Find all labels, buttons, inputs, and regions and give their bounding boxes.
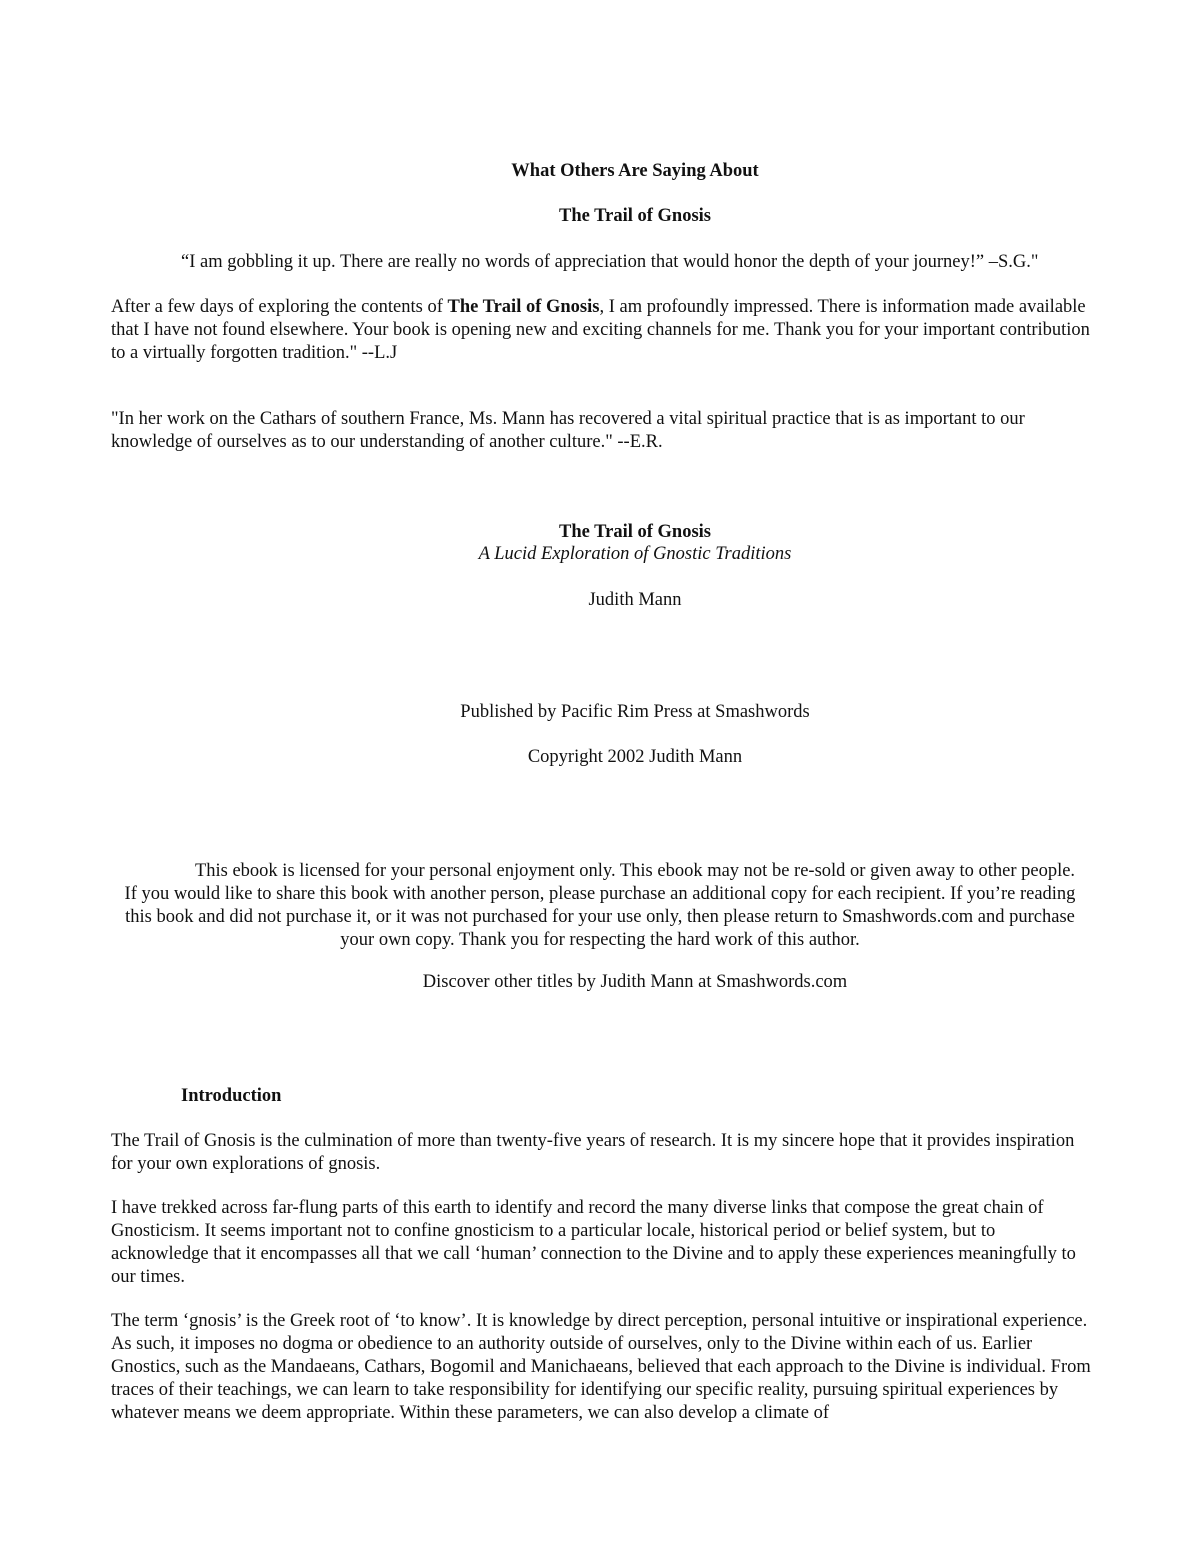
- reviews-heading: What Others Are Saying About: [511, 161, 759, 181]
- review-quote-lj-book-title: The Trail of Gnosis: [447, 297, 600, 317]
- review-quote-lj-pre: After a few days of exploring the contents of: [111, 297, 448, 317]
- publisher-line: Published by Pacific Rim Press at Smashwords: [460, 702, 810, 722]
- introduction-heading: Introduction: [181, 1086, 282, 1106]
- reviews-book-title: The Trail of Gnosis: [559, 206, 711, 226]
- review-quote-er: "In her work on the Cathars of southern France, Ms. Mann has recovered a vital spiritual practice that is as important to our knowledge of ourselves as to our understanding of another culture." --E.R.: [111, 409, 1025, 452]
- intro-paragraph-2: I have trekked across far-flung parts of this earth to identify and record the many diverse links that compose the great chain of Gnosticism. It seems important not to confine gnosticism to a particular locale, historical period or belief system, but to acknowledge that it encompasses all that we call ‘human’ connection to the Divine and to apply these experiences meaningfully to our times.: [111, 1198, 1076, 1287]
- book-author: Judith Mann: [588, 590, 682, 610]
- review-quote-sg: “I am gobbling it up. There are really no words of appreciation that would honor the depth of your journey!” –S.G.": [181, 252, 1039, 272]
- license-notice: This ebook is licensed for your personal enjoyment only. This ebook may not be re-sold or given away to other people. If you would like to share this book with another person, please purchase an additional copy for each recipient. If you’re reading this book and did not purchase it, or it was not purchased for your use only, then please return to Smashwords.com and purchase your own copy. Thank you for respecting the hard work of this author.: [124, 861, 1076, 950]
- discover-titles-line: Discover other titles by Judith Mann at Smashwords.com: [422, 972, 848, 992]
- review-quote-lj: [111, 296, 1096, 365]
- book-subtitle: A Lucid Exploration of Gnostic Traditions: [478, 544, 792, 564]
- intro-paragraph-3: The term ‘gnosis’ is the Greek root of ‘to know’. It is knowledge by direct perception, personal intuitive or inspirational experience. As such, it imposes no dogma or obedience to an authority outside of ourselves, only to the Divine within each of us. Earlier Gnostics, such as the Mandaeans, Cathars, Bogomil and Manichaeans, believed that each approach to the Divine is individual. From traces of their teachings, we can learn to take responsibility for identifying our specific reality, pursuing spiritual experiences by whatever means we deem appropriate. Within these parameters, we can also develop a climate of: [111, 1311, 1091, 1423]
- intro-paragraph-1: The Trail of Gnosis is the culmination of more than twenty-five years of research. It is my sincere hope that it provides inspiration for your own explorations of gnosis.: [111, 1131, 1075, 1174]
- book-title: The Trail of Gnosis: [559, 522, 711, 542]
- review-quote-lj-post: , I am profoundly impressed. There is information made available that I have not found elsewhere. Your book is opening new and exciting channels for me. Thank you for your important contribution to a virtually forgotten tradition." --L.J: [111, 297, 1090, 363]
- copyright-line: Copyright 2002 Judith Mann: [527, 747, 743, 767]
